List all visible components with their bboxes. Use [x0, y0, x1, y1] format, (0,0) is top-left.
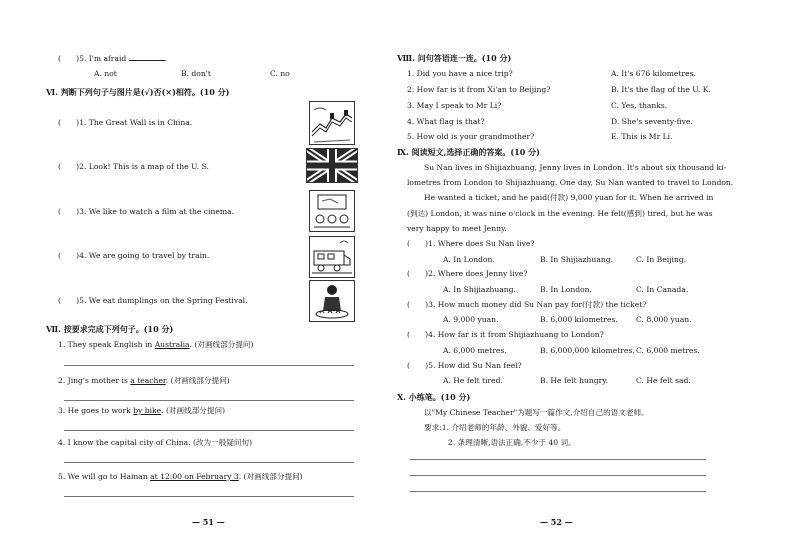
match-answer-e: E. This is Mr Li. — [611, 132, 673, 141]
option: A. 9,000 yuan. — [443, 315, 499, 324]
passage-line-5: very happy to meet Jenny. — [407, 224, 507, 233]
passage-line-4: (到达) London, it was nine o'clock in the evening. He felt(感到) tired, but he was — [407, 209, 713, 218]
option-a: A. not — [94, 69, 117, 78]
sec7-item-1: 1. They speak English in Australia. (对画线部分提问) — [58, 340, 254, 349]
answer-line[interactable] — [64, 430, 354, 431]
dumplings-picture — [309, 280, 355, 322]
page-number-right: — 52 — — [540, 517, 573, 527]
section-9-title: Ⅸ. 阅读短文,选择正确的答案。(10 分) — [397, 147, 540, 157]
sec7-item-4: 4. I know the capital city of China. (改为一般疑问句) — [58, 438, 253, 447]
match-question-3: 3. May I speak to Mr Li? — [407, 101, 502, 110]
option-b: B. don't — [181, 69, 211, 78]
passage-line-2: lometres from London to Shijiazhuang. One day, Su Nan wanted to travel to London. — [407, 178, 734, 187]
answer-line[interactable] — [64, 462, 354, 463]
writing-line[interactable] — [410, 459, 706, 460]
match-question-1: 1. Did you have a nice trip? — [407, 69, 513, 78]
option: B. In Shijiazhuang. — [540, 255, 614, 264]
option: A. In Shijiazhuang. — [443, 285, 516, 294]
cinema-picture — [309, 190, 355, 232]
match-answer-a: A. It's 676 kilometres. — [611, 69, 696, 78]
sec7-item-5: 5. We will go to Hainan at 12:00 on February 3. (对画线部分提问) — [58, 472, 303, 481]
section-10-title: Ⅹ. 小练笔。(10 分) — [397, 392, 471, 402]
sec6-item-5: ( )5. We eat dumplings on the Spring Festival. — [58, 296, 248, 305]
option: A. In London. — [443, 255, 495, 264]
match-question-2: 2. How far is it from Xi'an to Beijing? — [407, 85, 551, 94]
option: B. 6,000,000 kilometres. — [540, 346, 635, 355]
option: B. In London. — [540, 285, 592, 294]
option: B. He felt hungry. — [540, 376, 608, 385]
uk-flag-picture — [306, 148, 358, 183]
option: C. In Canada. — [636, 285, 689, 294]
reading-question-1: ( )1. Where does Su Nan live? — [407, 239, 535, 248]
sec6-item-4: ( )4. We are going to travel by train. — [58, 251, 210, 260]
section-7-title: Ⅶ. 按要求完成下列句子。(10 分) — [46, 324, 174, 334]
reading-question-5: ( )5. How did Su Nan feel? — [407, 361, 522, 370]
sec7-item-2: 2. Jing's mother is a teacher. (对画线部分提问) — [58, 376, 230, 385]
section-8-title: Ⅷ. 问句答语连一连。(10 分) — [397, 53, 512, 63]
answer-line[interactable] — [64, 365, 354, 366]
reading-question-4: ( )4. How far is it from Shijiazhuang to London? — [407, 330, 604, 339]
answer-blank[interactable] — [129, 53, 165, 61]
match-answer-c: C. Yes, thanks. — [611, 101, 668, 110]
prev-q5: ( )5. I'm afraid . — [58, 54, 168, 63]
train-picture — [309, 236, 355, 278]
option: A. He felt tired. — [443, 376, 503, 385]
great-wall-picture — [309, 101, 355, 145]
option: C. 8,000 yuan. — [636, 315, 692, 324]
match-answer-b: B. It's the flag of the U. K. — [611, 85, 711, 94]
writing-prompt: 以"My Chinese Teacher"为题写一篇作文,介绍自己的语文老师。 — [424, 408, 649, 417]
writing-requirement-1: 要求:1. 介绍老师的年龄、外貌、爱好等。 — [424, 423, 566, 432]
section-6-title: Ⅵ. 判断下列句子与图片是(√)否(×)相符。(10 分) — [46, 87, 230, 97]
reading-question-2: ( )2. Where does Jenny live? — [407, 269, 528, 278]
match-question-4: 4. What flag is that? — [407, 117, 485, 126]
match-question-5: 5. How old is your grandmother? — [407, 132, 535, 141]
sec6-item-2: ( )2. Look! This is a map of the U. S. — [58, 162, 209, 171]
option-c: C. no — [270, 69, 290, 78]
answer-line[interactable] — [64, 496, 354, 497]
option: C. 6,000 metres. — [636, 346, 700, 355]
sec6-item-3: ( )3. We like to watch a film at the cinema. — [58, 207, 235, 216]
sec6-item-1: ( )1. The Great Wall is in China. — [58, 118, 193, 127]
sec7-item-3: 3. He goes to work by bike. (对画线部分提问) — [58, 406, 226, 415]
option: C. In Beijing. — [636, 255, 687, 264]
match-answer-d: D. She's seventy-five. — [611, 117, 693, 126]
passage-line-1: Su Nan lives in Shijiazhuang, Jenny lives in London. It's about six thousand ki- — [424, 163, 727, 172]
reading-question-3: ( )3. How much money did Su Nan pay for(付款) the ticket? — [407, 300, 647, 309]
writing-line[interactable] — [410, 475, 706, 476]
passage-line-3: He wanted a ticket, and he paid(付款) 9,000 yuan for it. When he arrived in — [424, 193, 714, 202]
writing-line[interactable] — [410, 491, 706, 492]
page-number-left: — 51 — — [192, 517, 225, 527]
writing-requirement-2: 2. 条理清晰,语法正确,不少于 40 词。 — [448, 438, 576, 447]
option: A. 6,000 metres. — [443, 346, 507, 355]
option: B. 6,000 kilometres. — [540, 315, 618, 324]
option: C. He felt sad. — [636, 376, 691, 385]
answer-line[interactable] — [64, 400, 354, 401]
